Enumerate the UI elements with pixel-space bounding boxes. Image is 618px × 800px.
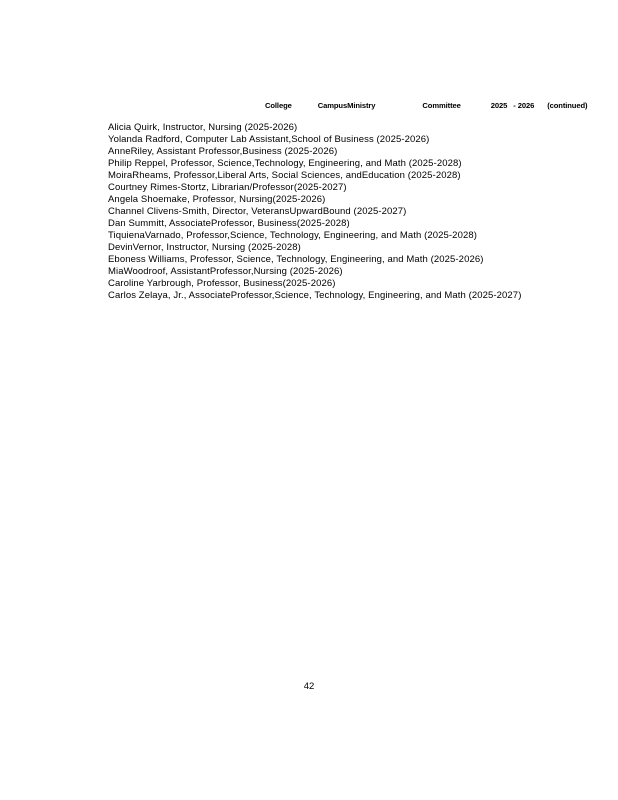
header-word-campus-ministry: CampusMinistry — [317, 101, 376, 110]
roster-line: MiaWoodroof, AssistantProfessor,Nursing (2025-2026) — [108, 266, 343, 277]
roster-line: Courtney Rimes-Stortz, Librarian/Professor(2025-2027) — [108, 182, 347, 193]
header-word-continued: (continued) — [547, 101, 588, 110]
roster-line: AnneRiley, Assistant Professor,Business (2025-2026) — [108, 146, 338, 157]
roster-line: MoiraRheams, Professor,Liberal Arts, Social Sciences, andEducation (2025-2028) — [108, 170, 461, 181]
header-word-committee: Committee — [422, 101, 461, 110]
header-word-year-end: - 2026 — [513, 101, 535, 110]
roster-line: Alicia Quirk, Instructor, Nursing (2025-2026) — [108, 122, 298, 133]
roster-line: TiquienaVarnado, Professor,Science, Technology, Engineering, and Math (2025-2028) — [108, 230, 477, 241]
roster-line: Philip Reppel, Professor, Science,Technology, Engineering, and Math (2025-2028) — [108, 158, 462, 169]
roster-line: Caroline Yarbrough, Professor, Business(2025-2026) — [108, 278, 336, 289]
roster-line: Eboness Williams, Professor, Science, Technology, Engineering, and Math (2025-2026) — [108, 254, 484, 265]
table-header-continued — [265, 101, 587, 110]
roster-line: Dan Summitt, AssociateProfessor, Business(2025-2028) — [108, 218, 350, 229]
committee-roster-list — [108, 122, 521, 302]
roster-line: DevinVernor, Instructor, Nursing (2025-2028) — [108, 242, 301, 253]
roster-line: Yolanda Radford, Computer Lab Assistant,School of Business (2025-2026) — [108, 134, 430, 145]
roster-line: Carlos Zelaya, Jr., AssociateProfessor,Science, Technology, Engineering, and Math (2025-2027) — [108, 290, 522, 301]
roster-line: Channel Clivens-Smith, Director, VeteransUpwardBound (2025-2027) — [108, 206, 407, 217]
header-word-year-start: 2025 — [490, 101, 508, 110]
header-word-college: College — [265, 101, 292, 110]
page-number: 42 — [303, 681, 315, 692]
roster-line: Angela Shoemake, Professor, Nursing(2025-2026) — [108, 194, 326, 205]
